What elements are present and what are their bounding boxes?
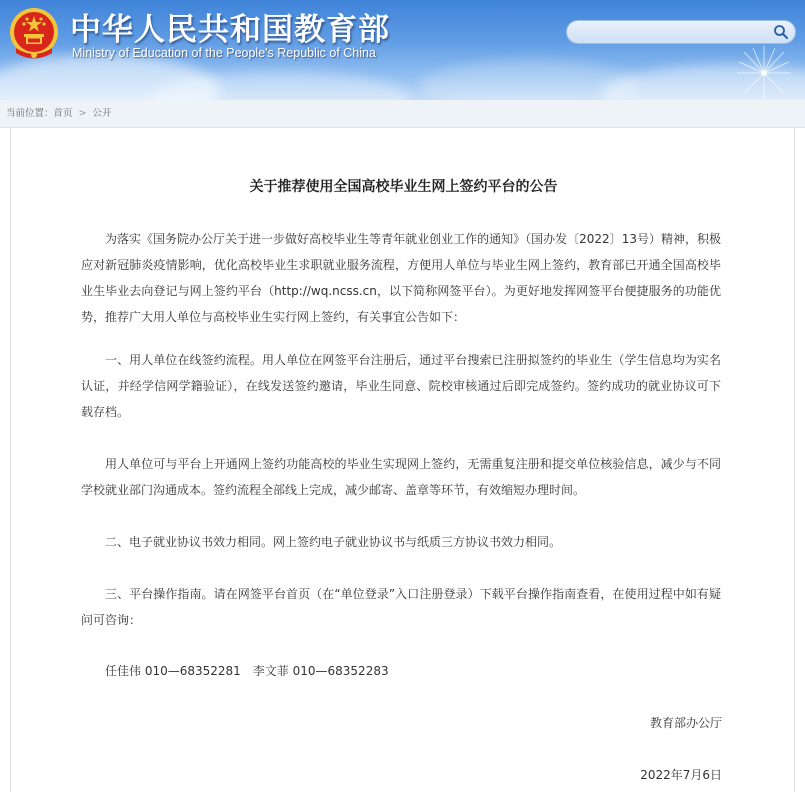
article-paragraph-section-1: 一、用人单位在线签约流程。用人单位在网签平台注册后，通过平台搜索已注册拟签约的毕业生（学生信息均为实名认证，并经学信网学籍验证），在线发送签约邀请，毕业生同意、院校审核通过后即完成签约。签约成功的就业协议可下载存档。 [81,353,721,419]
article-container [10,127,795,792]
site-header [0,0,805,100]
breadcrumb-public-link[interactable]: 公开 [92,108,112,119]
article-signature: 教育部办公厅 [649,716,722,730]
article-contact-line: 任佳伟 010—68352281 李文菲 010—68352283 [105,664,389,678]
article-paragraph-intro: 为落实《国务院办公厅关于进一步做好高校毕业生等青年就业创业工作的通知》（国办发〔2022〕13号）精神，积极应对新冠肺炎疫情影响，优化高校毕业生求职就业服务流程，方便用人单位与毕业生网上签约，教育部已开通全国高校毕业生毕业去向登记与网上签约平台（http://wq.ncss.cn，以下简称网签平台）。为更好地发挥网签平台便捷服务的功能优势，推荐广大用人单位与高校毕业生实行网上签约，有关事宜公告如下： [81,232,721,324]
site-title[interactable]: 中华人民共和国教育部 [70,12,390,48]
breadcrumb-separator: > [78,108,87,119]
national-emblem-icon[interactable] [8,6,60,62]
article-paragraph-section-2: 二、电子就业协议书效力相同。网上签约电子就业协议书与纸质三方协议书效力相同。 [105,535,562,549]
article-paragraph-section-1-detail: 用人单位可与平台上开通网上签约功能高校的毕业生实现网上签约，无需重复注册和提交单位核验信息，减少与不同学校就业部门沟通成本。签约流程全部线上完成，减少邮寄、盖章等环节，有效缩短办理时间。 [81,457,721,497]
article-title: 关于推荐使用全国高校毕业生网上签约平台的公告 [249,179,558,195]
breadcrumb-home-link[interactable]: 首页 [53,108,73,119]
article-date: 2022年7月6日 [640,768,722,782]
dandelion-decoration [729,38,799,100]
breadcrumb-label: 当前位置： [6,108,54,119]
site-subtitle[interactable]: Ministry of Education of the People's Republic of China [72,46,376,60]
breadcrumb [0,100,805,128]
article-paragraph-section-3: 三、平台操作指南。请在网签平台首页（在“单位登录”入口注册登录）下载平台操作指南查看，在使用过程中如有疑问可咨询： [81,587,721,627]
